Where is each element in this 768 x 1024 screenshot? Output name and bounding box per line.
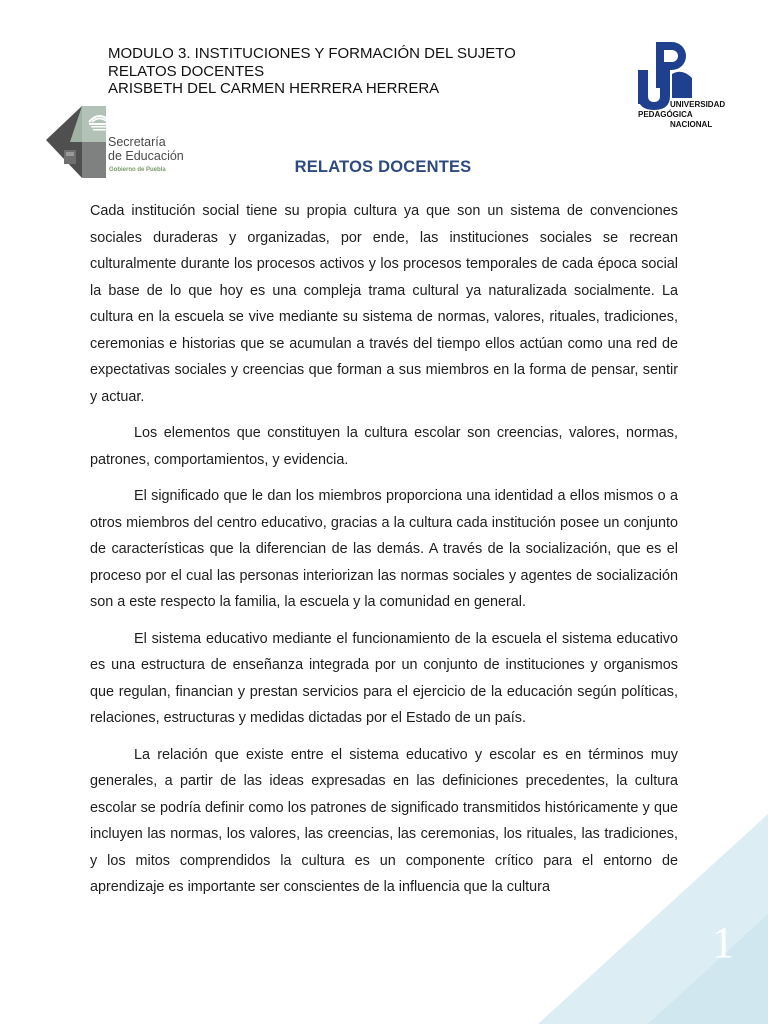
document-title-text: RELATOS DOCENTES	[294, 158, 472, 176]
document-title	[0, 158, 768, 177]
paragraph-1: Cada institución social tiene su propia cultura ya que son un sistema de convenciones sociales duraderas y organizadas, por ende, las instituciones sociales se recrean culturalmente durante los procesos activos y los procesos temporales de cada época social la base de lo que hoy es una compleja trama cultural ya naturalizada socialmente. La cultura en la escuela se vive mediante su sistema de normas, valores, rituales, tradiciones, ceremonias e historias que se acumulan a través del tiempo ellos actúan como una red de expectativas sociales y creencias que forman a sus miembros en la forma de pensar, sentir y actuar.	[90, 203, 678, 405]
header-author-line: ARISBETH DEL CARMEN HERRERA HERRERA	[108, 80, 440, 97]
header-module-line: MODULO 3. INSTITUCIONES Y FORMACIÓN DEL SUJETO	[108, 45, 516, 62]
page-number: 1	[712, 918, 734, 967]
upn-logo-text-2: PEDAGÓGICA	[638, 110, 693, 119]
upn-logo	[634, 40, 744, 140]
sep-logo-text-2: de Educación	[108, 149, 184, 163]
document-header	[108, 45, 516, 98]
paragraph-5: La relación que existe entre el sistema educativo y escolar es en términos muy generales, a partir de las ideas expresadas en las definiciones precedentes, la cultura escolar se podría definir como los patrones de significado transmitidos históricamente y que incluyen las normas, los valores, las creencias, las ceremonias, los rituales, las tradiciones, y los mitos comprendidos la cultura es un componente crítico para el entorno de aprendizaje es importante ser conscientes de la influencia que la cultura	[90, 746, 678, 895]
sep-logo-text-1: Secretaría	[108, 135, 166, 149]
paragraph-2: Los elementos que constituyen la cultura escolar son creencias, valores, normas, patrones, comportamientos, y evidencia.	[90, 425, 678, 468]
paragraph-4: El sistema educativo mediante el funcionamiento de la escuela el sistema educativo es una estructura de enseñanza integrada por un conjunto de instituciones y organismos que regulan, financian y prestan servicios para el ejercicio de la educación según políticas, relaciones, estructuras y medidas dictadas por el Estado de un país.	[90, 630, 678, 726]
paragraph-3: El significado que le dan los miembros proporciona una identidad a ellos mismos o a otros miembros del centro educativo, gracias a la cultura cada institución posee un conjunto de características que la diferencian de las demás. A través de la socialización, que es el proceso por el cual las personas interiorizan las normas sociales y agentes de socialización son a este respecto la familia, la escuela y la comunidad en general.	[90, 488, 678, 610]
upn-logo-text-1: UNIVERSIDAD	[670, 100, 726, 109]
upn-logo-text-3: NACIONAL	[670, 120, 713, 129]
document-body	[90, 198, 678, 911]
header-subtitle-line: RELATOS DOCENTES	[108, 62, 265, 80]
sep-logo-text-3: Gobierno de Puebla	[109, 167, 166, 173]
